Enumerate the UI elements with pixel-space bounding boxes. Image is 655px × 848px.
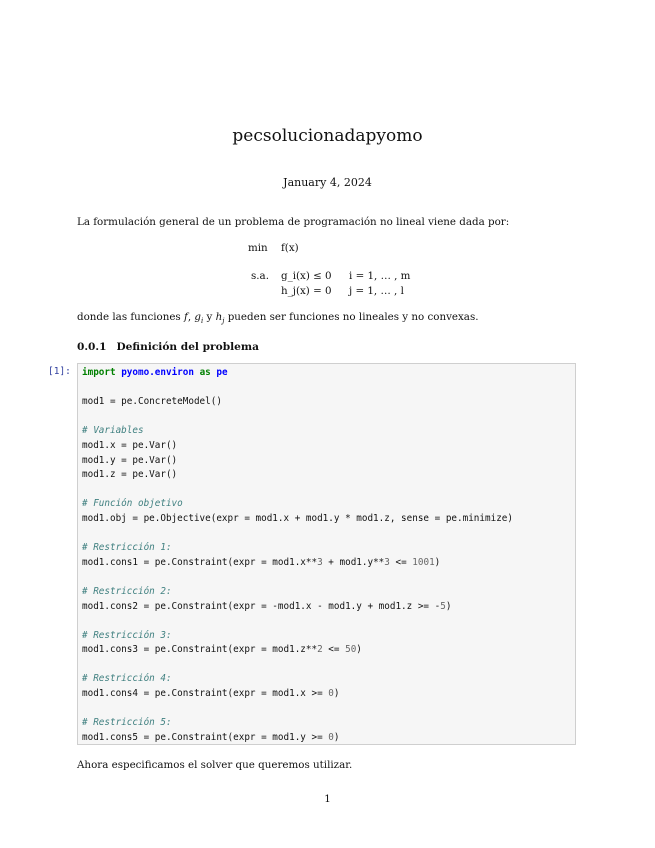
objective-function: f(x) — [281, 242, 299, 254]
code-line: mod1.y = pe.Var() — [82, 454, 178, 466]
section-number: 0.0.1 — [77, 341, 107, 353]
page-number: 1 — [324, 793, 331, 805]
code-line — [82, 410, 571, 425]
code-line: mod1.cons2 = pe.Constraint(expr = -mod1.x - mod1.y + mod1.z >= -5) — [82, 600, 452, 612]
outro-y: y — [206, 311, 213, 323]
subject-to-label: s.a. — [251, 270, 269, 282]
code-line: # Restricción 3: — [82, 629, 172, 641]
equality-constraint: h_j(x) = 0 — [281, 285, 332, 297]
code-line — [82, 381, 571, 396]
code-line: mod1.obj = pe.Objective(expr = mod1.x + mod1.y * mod1.z, sense = pe.minimize) — [82, 512, 513, 524]
document-title: pecsolucionadapyomo — [232, 126, 423, 146]
code-line: # Restricción 2: — [82, 585, 172, 597]
solver-paragraph: Ahora especificamos el solver que queremos utilizar. — [77, 759, 353, 771]
code-line — [82, 614, 571, 629]
intro-paragraph: La formulación general de un problema de programación no lineal viene dada por: — [77, 216, 510, 228]
outro-prefix: donde las funciones — [77, 311, 181, 323]
code-line — [82, 570, 571, 585]
inequality-constraint: g_i(x) ≤ 0 — [281, 270, 332, 282]
equality-index: j = 1, … , l — [349, 285, 404, 297]
outro-suffix: pueden ser funciones no lineales y no convexas. — [227, 311, 479, 323]
code-line: mod1.z = pe.Var() — [82, 469, 178, 481]
section-title: Definición del problema — [116, 341, 259, 353]
functions-paragraph: donde las funciones f, $g_i$ y $h_j$ pueden ser funciones no lineales y no convexas. — [77, 311, 479, 326]
code-line — [82, 527, 571, 542]
document-date: January 4, 2024 — [283, 176, 372, 189]
code-line: import pyomo.environ as pe — [82, 367, 228, 378]
cell-prompt: [1]: — [48, 366, 71, 377]
code-line: # Restricción 4: — [82, 673, 172, 685]
code-line: mod1.cons3 = pe.Constraint(expr = mod1.z**2 <= 50) — [82, 644, 362, 656]
code-line: # Variables — [82, 425, 144, 437]
min-label: min — [248, 242, 268, 254]
code-line: # Restricción 1: — [82, 542, 172, 554]
code-line — [82, 658, 571, 673]
code-line: mod1.x = pe.Var() — [82, 439, 178, 451]
code-content[interactable] — [82, 366, 571, 745]
code-line: mod1.cons4 = pe.Constraint(expr = mod1.x >= 0) — [82, 688, 340, 700]
code-line: # Función objetivo — [82, 498, 183, 510]
code-line: mod1.cons1 = pe.Constraint(expr = mod1.x**3 + mod1.y**3 <= 1001) — [82, 556, 441, 568]
inequality-index: i = 1, … , m — [349, 270, 411, 282]
code-line — [82, 702, 571, 717]
code-line: # Restricción 5: — [82, 717, 172, 729]
code-line: mod1 = pe.ConcreteModel() — [82, 396, 222, 408]
section-heading — [77, 341, 259, 353]
code-line: mod1.cons5 = pe.Constraint(expr = mod1.y >= 0) — [82, 731, 340, 743]
code-cell[interactable] — [77, 363, 576, 745]
code-line — [82, 483, 571, 498]
outro-sep: , — [187, 311, 192, 323]
